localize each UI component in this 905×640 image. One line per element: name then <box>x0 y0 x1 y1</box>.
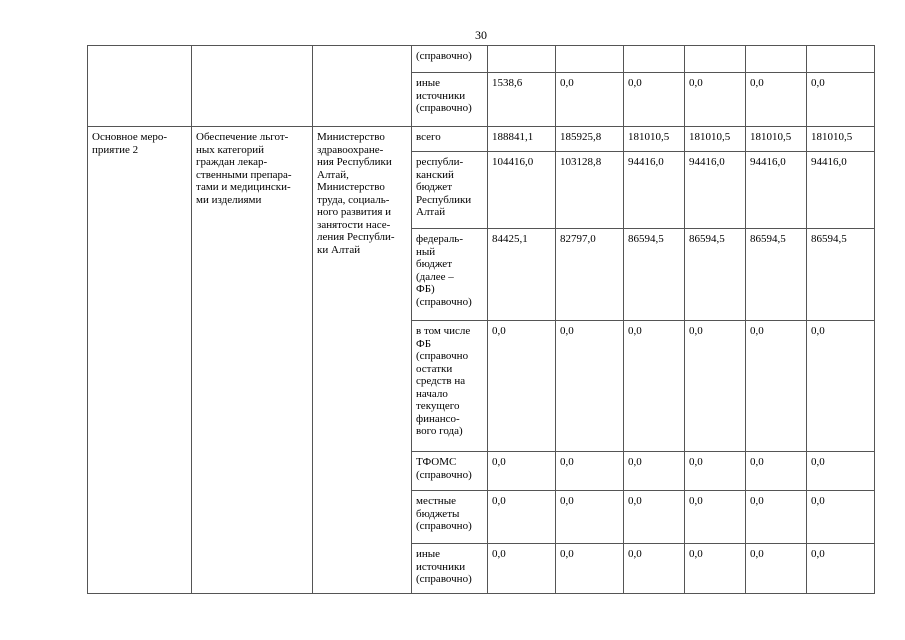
value-cell: 0,0 <box>746 321 807 452</box>
value-cell: 188841,1 <box>488 127 556 152</box>
value-cell: 94416,0 <box>807 152 875 229</box>
value-cell: 86594,5 <box>685 229 746 321</box>
value-cell: 0,0 <box>556 491 624 544</box>
funding-source-cell: федераль- ный бюджет (далее – ФБ) (справочно) <box>412 229 488 321</box>
value-cell: 185925,8 <box>556 127 624 152</box>
value-cell: 86594,5 <box>746 229 807 321</box>
budget-table <box>87 45 875 594</box>
value-cell: 0,0 <box>746 491 807 544</box>
value-cell: 0,0 <box>624 544 685 594</box>
value-cell: 82797,0 <box>556 229 624 321</box>
value-cell: 0,0 <box>488 544 556 594</box>
value-cell: 0,0 <box>746 73 807 127</box>
value-cell <box>556 46 624 73</box>
value-cell: 1538,6 <box>488 73 556 127</box>
value-cell: 0,0 <box>556 452 624 491</box>
funding-source-cell: иные источники (справочно) <box>412 544 488 594</box>
value-cell: 0,0 <box>556 321 624 452</box>
value-cell: 0,0 <box>556 73 624 127</box>
value-cell <box>624 46 685 73</box>
value-cell: 94416,0 <box>624 152 685 229</box>
value-cell: 0,0 <box>685 73 746 127</box>
value-cell <box>685 46 746 73</box>
value-cell <box>807 46 875 73</box>
funding-source-cell: ТФОМС (справочно) <box>412 452 488 491</box>
value-cell: 0,0 <box>624 452 685 491</box>
value-cell: 103128,8 <box>556 152 624 229</box>
value-cell: 0,0 <box>746 452 807 491</box>
value-cell: 94416,0 <box>685 152 746 229</box>
value-cell: 0,0 <box>807 321 875 452</box>
value-cell: 0,0 <box>685 321 746 452</box>
table-row <box>88 127 875 152</box>
value-cell: 0,0 <box>624 491 685 544</box>
funding-source-cell: местные бюджеты (справочно) <box>412 491 488 544</box>
value-cell: 181010,5 <box>746 127 807 152</box>
value-cell: 0,0 <box>556 544 624 594</box>
value-cell: 0,0 <box>685 491 746 544</box>
value-cell: 0,0 <box>807 452 875 491</box>
value-cell <box>488 46 556 73</box>
value-cell: 0,0 <box>488 452 556 491</box>
empty-cell <box>88 46 192 127</box>
measure-name-cell: Основное меро- приятие 2 <box>88 127 192 594</box>
measure-goal-cell: Обеспечение льгот- ных категорий граждан лекар- ственными препара- тами и медицински- ми изделиями <box>192 127 313 594</box>
value-cell: 0,0 <box>807 544 875 594</box>
page-number: 30 <box>475 28 487 42</box>
empty-cell <box>313 46 412 127</box>
value-cell: 104416,0 <box>488 152 556 229</box>
value-cell: 84425,1 <box>488 229 556 321</box>
value-cell: 0,0 <box>624 321 685 452</box>
funding-source-cell: иные источники (справочно) <box>412 73 488 127</box>
value-cell: 0,0 <box>685 544 746 594</box>
value-cell: 181010,5 <box>685 127 746 152</box>
value-cell: 94416,0 <box>746 152 807 229</box>
value-cell <box>746 46 807 73</box>
value-cell: 0,0 <box>807 491 875 544</box>
value-cell: 86594,5 <box>624 229 685 321</box>
value-cell: 86594,5 <box>807 229 875 321</box>
value-cell: 0,0 <box>685 452 746 491</box>
funding-source-cell: в том числе ФБ (справочно остатки средств на начало текущего финансо- вого года) <box>412 321 488 452</box>
value-cell: 0,0 <box>807 73 875 127</box>
value-cell: 0,0 <box>488 491 556 544</box>
value-cell: 0,0 <box>746 544 807 594</box>
value-cell: 181010,5 <box>624 127 685 152</box>
value-cell: 0,0 <box>488 321 556 452</box>
funding-source-cell: всего <box>412 127 488 152</box>
value-cell: 0,0 <box>624 73 685 127</box>
value-cell: 181010,5 <box>807 127 875 152</box>
table-row <box>88 46 875 73</box>
funding-source-cell: республи- канский бюджет Республики Алтай <box>412 152 488 229</box>
funding-source-cell: (справочно) <box>412 46 488 73</box>
empty-cell <box>192 46 313 127</box>
executor-cell: Министерство здравоохране- ния Республики Алтай, Министерство труда, социаль- ного развития и занятости насе- ления Республи- ки Алтай <box>313 127 412 594</box>
